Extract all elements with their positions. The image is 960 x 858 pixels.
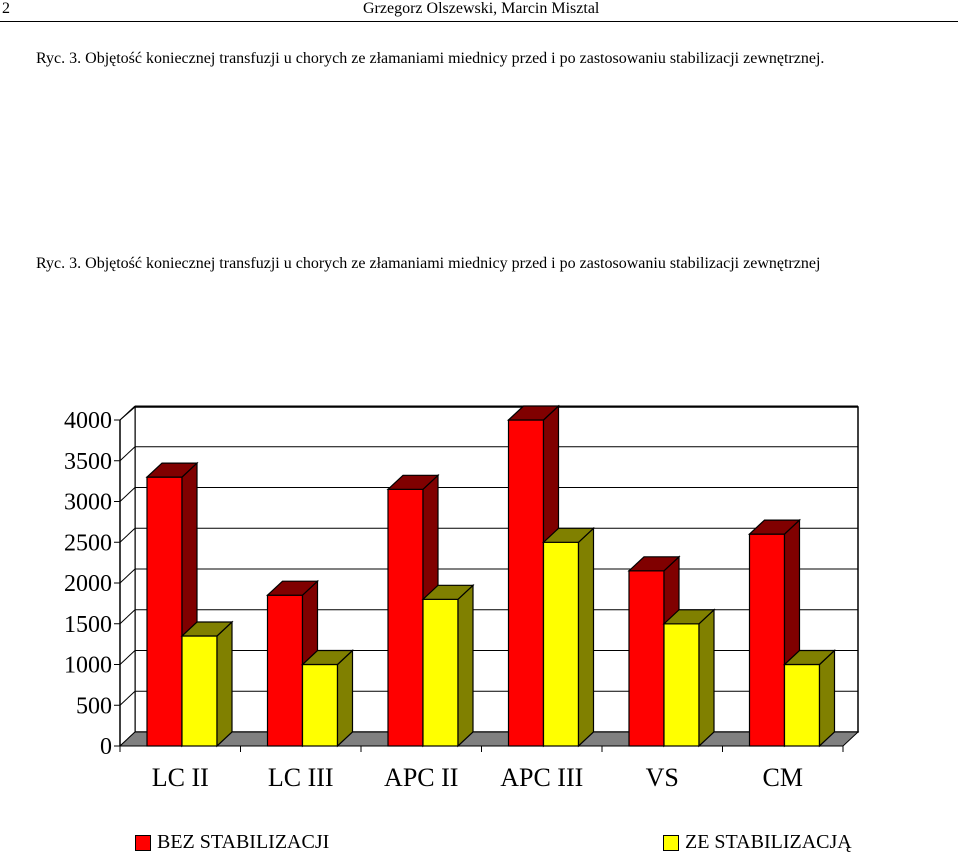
bar-side-ze-0 [217,622,232,746]
plot-floor [120,732,858,746]
legend-item-series-1 [135,831,329,854]
x-tick-label: APC II [384,763,459,792]
bar-bez-0 [147,477,182,746]
bar-ze-2 [423,599,458,746]
bar-bez-5 [750,534,785,746]
bar-side-ze-2 [458,585,473,746]
bar-ze-3 [544,542,579,746]
legend-item-series-2 [663,831,852,854]
y-tick-label: 1500 [64,611,112,638]
legend-label-series-2: ZE STABILIZACJĄ [685,831,852,853]
y-tick-label: 3000 [64,489,112,516]
x-tick-label: VS [645,763,679,792]
page-header [0,0,958,22]
bar-bez-2 [388,489,423,746]
bar-chart [0,400,960,820]
x-tick-label: LC II [151,763,209,792]
bar-side-ze-3 [579,528,594,746]
running-head-authors: Grzegorz Olszewski, Marcin Misztal [363,0,600,17]
bar-side-ze-5 [820,651,835,747]
bar-ze-5 [785,665,820,747]
legend-swatch-yellow [663,835,679,851]
x-tick-label: APC III [500,763,584,792]
figure-caption-chart: Ryc. 3. Objętość koniecznej transfuzji u chorych ze złamaniami miednicy przed i po zastosowaniu stabilizacji zewnętrznej [36,255,821,272]
bar-ze-4 [664,624,699,746]
bar-side-ze-4 [699,610,714,746]
y-tick-label: 3500 [64,448,112,475]
page-number: 2 [2,0,10,17]
x-tick-label: CM [762,763,803,792]
bar-bez-4 [629,571,664,746]
bar-bez-1 [268,595,303,746]
y-tick-label: 2000 [64,571,112,597]
y-tick-label: 500 [76,693,112,720]
bar-ze-1 [303,665,338,747]
x-tick-label: LC III [267,763,334,792]
legend-label-series-1: BEZ STABILIZACJI [157,831,330,853]
y-tick-label: 1000 [64,652,112,679]
bar-ze-0 [182,636,217,746]
y-tick-label: 0 [100,734,112,760]
legend-swatch-red [135,835,151,851]
bar-side-ze-1 [338,651,353,747]
figure-caption-top: Ryc. 3. Objętość koniecznej transfuzji u chorych ze złamaniami miednicy przed i po zastosowaniu stabilizacji zewnętrznej. [36,50,825,67]
y-tick-label: 2500 [64,530,112,557]
bar-bez-3 [509,420,544,746]
y-tick-label: 4000 [64,408,112,434]
